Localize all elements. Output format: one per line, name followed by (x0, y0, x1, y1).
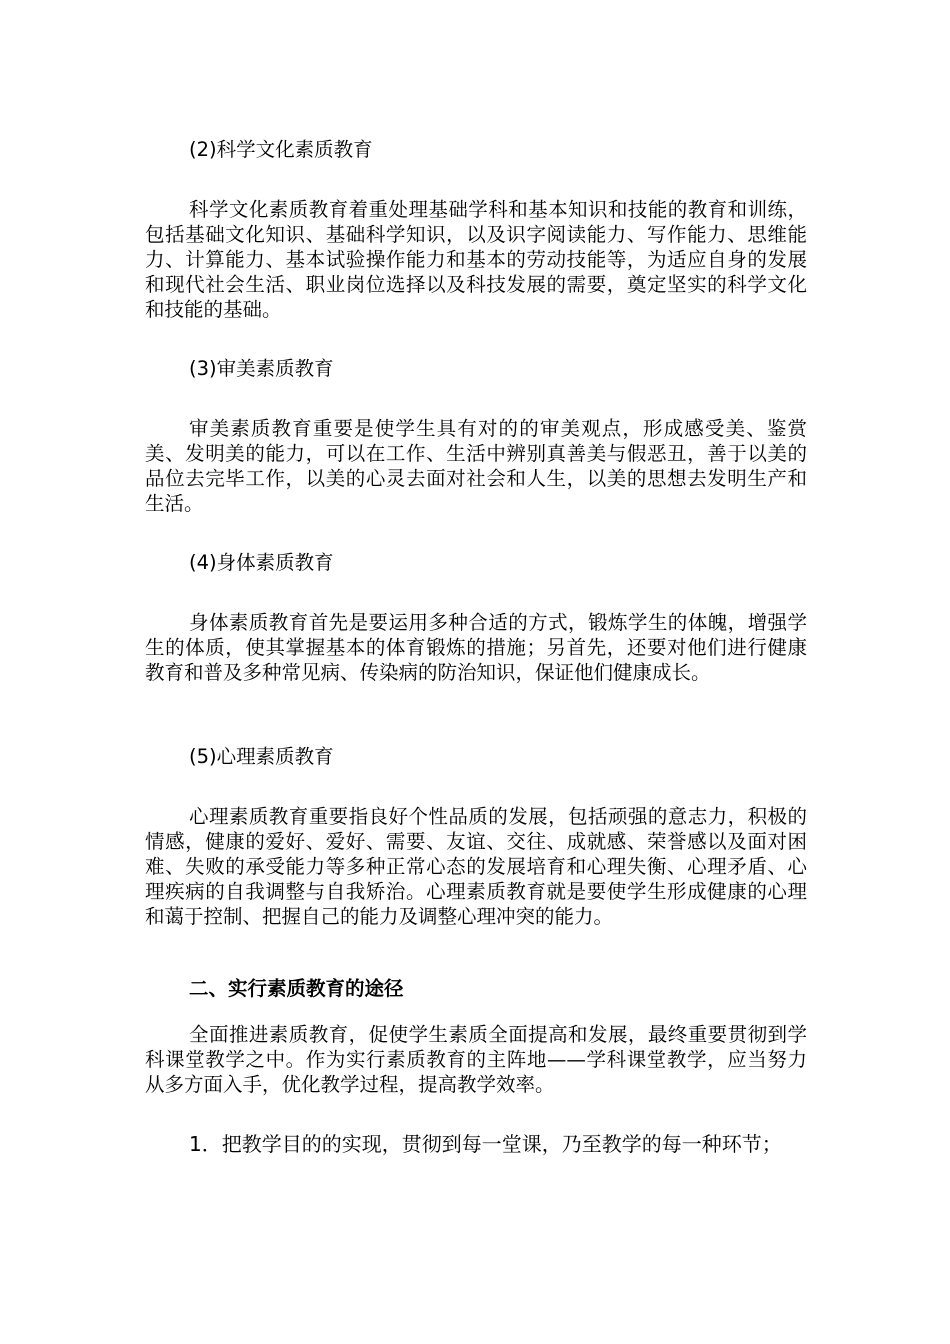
section-heading-scientific-culture: (2)科学文化素质教育 (189, 138, 373, 161)
part-two-intro: 全面推进素质教育，促使学生素质全面提高和发展，最终重要贯彻到学科课堂教学之中。作为实行素质教育的主阵地——学科课堂教学，应当努力从多方面入手，优化教学过程，提高教学效率。 (145, 1023, 807, 1096)
section-body-psychological: 心理素质教育重要指良好个性品质的发展，包括顽强的意志力，积极的情感，健康的爱好、爱好、需要、友谊、交往、成就感、荣誉感以及面对困难、失败的承受能力等多种正常心态的发展培育和心理失衡、心理矛盾、心理疾病的自我调整与自我矫治。心理素质教育就是要使学生形成健康的心理和蔼于控制、把握自己的能力及调整心理冲突的能力。 (145, 805, 807, 928)
section-heading-aesthetic: (3)审美素质教育 (189, 357, 334, 380)
part-two-item-1: 1．把教学目的的实现，贯彻到每一堂课，乃至教学的每一种环节； (189, 1132, 782, 1156)
section-body-physical: 身体素质教育首先是要运用多种合适的方式，锻炼学生的体魄，增强学生的体质，使其掌握基本的体育锻炼的措施；另首先，还要对他们进行健康教育和普及多种常见病、传染病的防治知识，保证他们健康成长。 (145, 611, 807, 684)
part-two-title: 二、实行素质教育的途径 (189, 977, 404, 1000)
section-body-aesthetic: 审美素质教育重要是使学生具有对的的审美观点，形成感受美、鉴赏美、发明美的能力，可以在工作、生活中辨别真善美与假恶丑，善于以美的品位去完毕工作，以美的心灵去面对社会和人生，以美的思想去发明生产和生活。 (145, 417, 807, 515)
document-page (145, 0, 807, 1344)
section-body-scientific-culture: 科学文化素质教育着重处理基础学科和基本知识和技能的教育和训练，包括基础文化知识、基础科学知识，以及识字阅读能力、写作能力、思维能力、计算能力、基本试验操作能力和基本的劳动技能等，为适应自身的发展和现代社会生活、职业岗位选择以及科技发展的需要，奠定坚实的科学文化和技能的基础。 (145, 198, 807, 321)
section-heading-psychological: (5)心理素质教育 (189, 745, 334, 768)
section-heading-physical: (4)身体素质教育 (189, 551, 334, 574)
